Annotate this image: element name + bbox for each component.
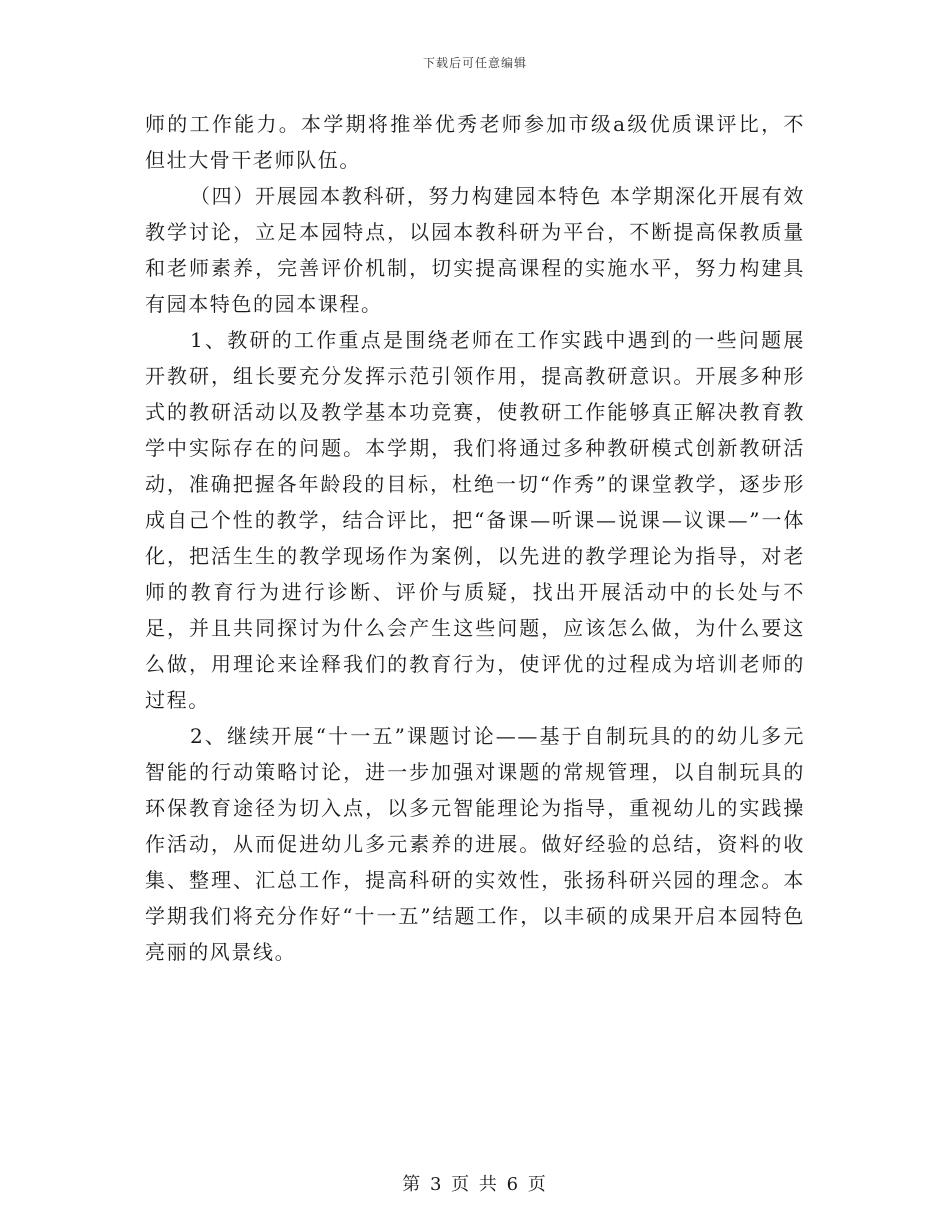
document-body [145, 106, 805, 970]
paragraph-4: 2、继续开展“十一五”课题讨论——基于自制玩具的的幼儿多元智能的行动策略讨论，进一步加强对课题的常规管理，以自制玩具的环保教育途径为切入点，以多元智能理论为指导，重视幼儿的实践操作活动，从而促进幼儿多元素养的进展。做好经验的总结，资料的收集、整理、汇总工作，提高科研的实效性，张扬科研兴园的理念。本学期我们将充分作好“十一五”结题工作，以丰硕的成果开启本园特色亮丽的风景线。 [145, 724, 805, 964]
page-number: 第 3 页 共 6 页 [402, 1174, 548, 1195]
paragraph-3: 1、教研的工作重点是围绕老师在工作实践中遇到的一些问题展开教研，组长要充分发挥示范引领作用，提高教研意识。开展多种形式的教研活动以及教学基本功竞赛，使教研工作能够真正解决教育教学中实际存在的问题。本学期，我们将通过多种教研模式创新教研活动，准确把握各年龄段的目标，杜绝一切“作秀”的课堂教学，逐步形成自己个性的教学，结合评比，把“备课—听课—说课—议课—”一体化，把活生生的教学现场作为案例，以先进的教学理论为指导，对老师的教育行为进行诊断、评价与质疑，找出开展活动中的长处与不足，并且共同探讨为什么会产生这些问题，应该怎么做，为什么要这么做，用理论来诠释我们的教育行为，使评优的过程成为培训老师的过程。 [145, 328, 805, 712]
paragraph-1: 师的工作能力。本学期将推举优秀老师参加市级a级优质课评比，不但壮大骨干老师队伍。 [145, 112, 805, 172]
page-header-note: 下载后可任意编辑 [422, 56, 527, 70]
paragraph-2: （四）开展园本教科研，努力构建园本特色 本学期深化开展有效教学讨论，立足本园特点，以园本教科研为平台，不断提高保教质量和老师素养，完善评价机制，切实提高课程的实施水平，努力构建具有园本特色的园本课程。 [145, 184, 805, 316]
